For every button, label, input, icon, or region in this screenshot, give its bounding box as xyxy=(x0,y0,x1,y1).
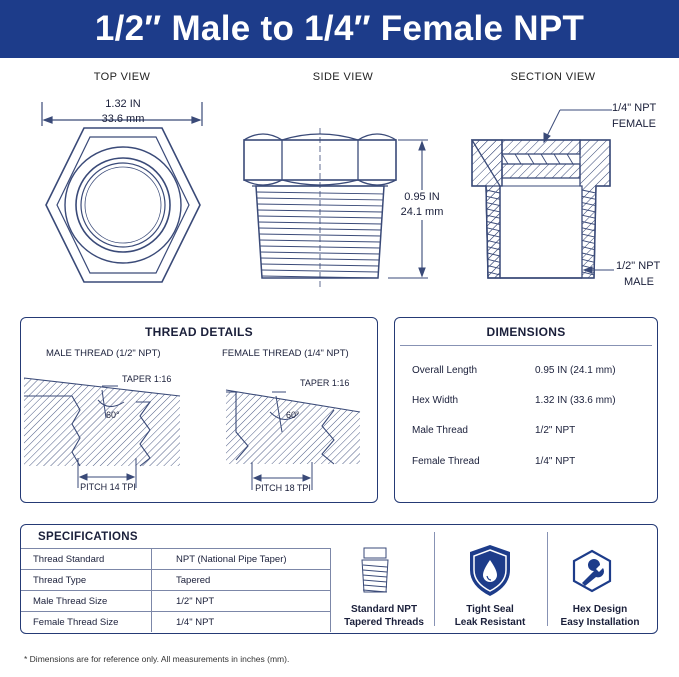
feature-line2: Easy Installation xyxy=(560,617,640,628)
page-title: 1/2″ Male to 1/4″ Female NPT xyxy=(94,9,585,48)
spec-label: Female Thread Size xyxy=(21,612,152,633)
feature-line2: Tapered Threads xyxy=(344,617,424,628)
top-view-label: TOP VIEW xyxy=(93,71,151,83)
feature-tight-seal xyxy=(440,603,540,629)
feature-line2: Leak Resistant xyxy=(454,617,526,628)
height-inches: 0.95 IN xyxy=(404,191,440,203)
male-taper-label: TAPER 1:16 xyxy=(122,374,172,384)
specifications-title: SPECIFICATIONS xyxy=(38,531,138,543)
male-callout-line1: 1/2" NPT xyxy=(616,260,661,272)
female-pitch-label: PITCH 18 TPI xyxy=(255,483,311,493)
height-mm: 24.1 mm xyxy=(400,206,444,218)
spec-label: Thread Type xyxy=(21,570,152,591)
feature-line1: Standard NPT xyxy=(350,604,418,615)
male-callout-line2: MALE xyxy=(624,276,654,288)
spec-value: NPT (National Pipe Taper) xyxy=(152,549,331,570)
feature-standard-npt xyxy=(334,603,434,629)
male-angle-label: 60° xyxy=(106,410,120,420)
dimensions-title: DIMENSIONS xyxy=(486,325,566,339)
feature-line1: Hex Design xyxy=(572,604,628,615)
female-taper-label: TAPER 1:16 xyxy=(300,378,350,388)
dim-label-male-thread: Male Thread xyxy=(412,425,468,436)
dim-value-hex-width: 1.32 IN (33.6 mm) xyxy=(535,395,616,406)
spec-value: Tapered xyxy=(152,570,331,591)
threaded-fitting-icon xyxy=(362,548,388,592)
feature-line1: Tight Seal xyxy=(466,604,514,615)
side-view-label: SIDE VIEW xyxy=(312,71,374,83)
male-thread-label: MALE THREAD (1/2" NPT) xyxy=(46,348,161,359)
dim-value-female-thread: 1/4" NPT xyxy=(535,456,576,467)
footnote: * Dimensions are for reference only. All measurements in inches (mm). xyxy=(24,654,290,664)
dim-value-male-thread: 1/2" NPT xyxy=(535,425,576,436)
spec-value: 1/4" NPT xyxy=(152,612,331,633)
shield-drop-icon xyxy=(470,545,510,596)
spec-label: Thread Standard xyxy=(21,549,152,570)
female-callout-line2: FEMALE xyxy=(612,118,657,130)
section-view-label: SECTION VIEW xyxy=(510,71,596,83)
feature-hex-design xyxy=(548,603,652,629)
female-angle-label: 60° xyxy=(286,410,300,420)
wrench-hexagon-icon xyxy=(574,551,610,591)
spec-value: 1/2" NPT xyxy=(152,591,331,612)
female-callout-line1: 1/4" NPT xyxy=(612,102,657,114)
width-inches: 1.32 IN xyxy=(105,98,141,110)
width-mm: 33.6 mm xyxy=(101,113,145,125)
dim-label-overall-length: Overall Length xyxy=(412,365,478,376)
dim-label-female-thread: Female Thread xyxy=(412,456,480,467)
female-thread-label: FEMALE THREAD (1/4" NPT) xyxy=(222,348,349,359)
thread-details-title: THREAD DETAILS xyxy=(145,325,253,339)
spec-label: Male Thread Size xyxy=(21,591,152,612)
dim-value-overall-length: 0.95 IN (24.1 mm) xyxy=(535,365,616,376)
male-pitch-label: PITCH 14 TPI xyxy=(80,482,136,492)
dim-label-hex-width: Hex Width xyxy=(412,395,459,406)
